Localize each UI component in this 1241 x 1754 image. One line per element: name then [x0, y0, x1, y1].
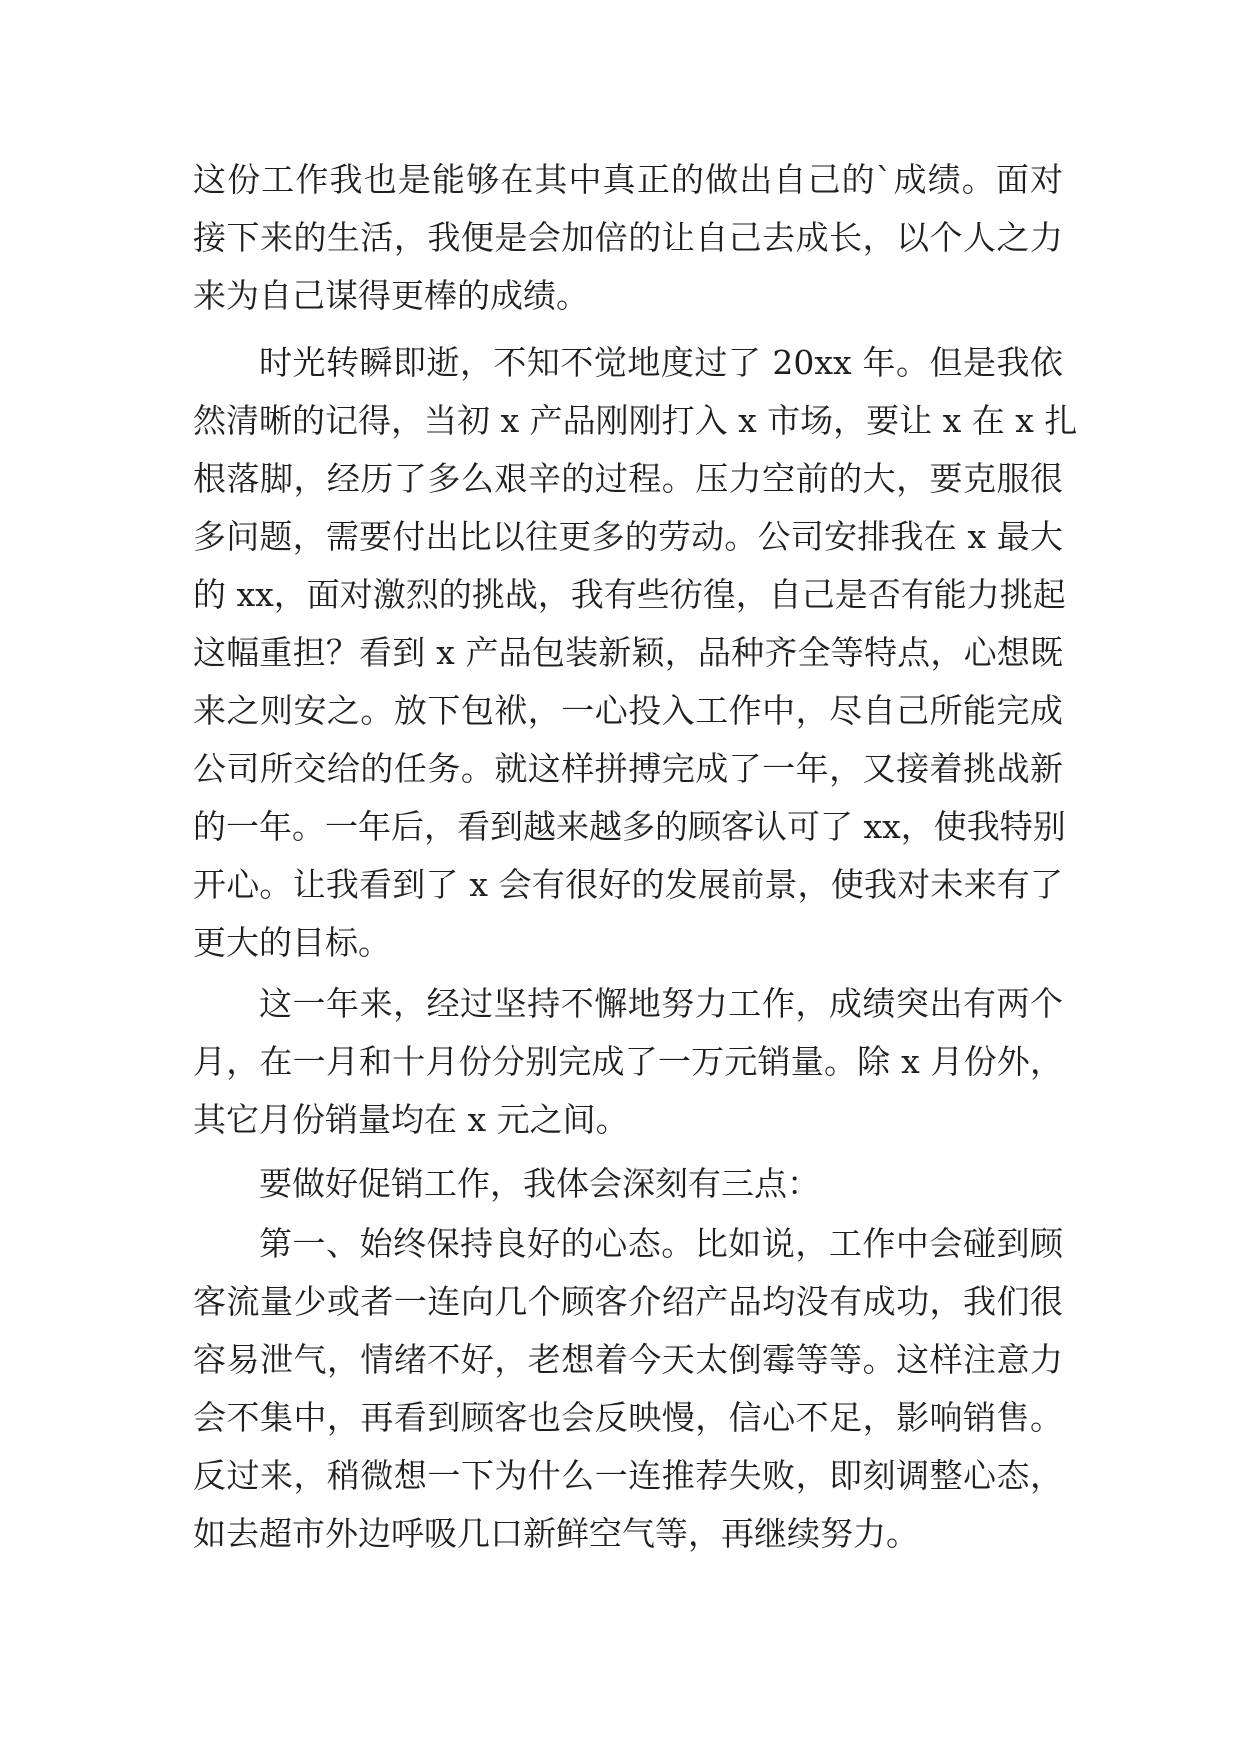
text-line: 来之则安之。放下包袱，一心投入工作中，尽自己所能完成 [193, 691, 1063, 730]
text-line: 多问题，需要付出比以往更多的劳动。公司安排我在 x 最大 [193, 517, 1063, 556]
paragraph-first-line: 这一年来，经过坚持不懈地努力工作，成绩突出有两个 [259, 984, 1063, 1023]
text-line: 这幅重担？看到 x 产品包装新颖，品种齐全等特点，心想既 [193, 633, 1063, 672]
text-line: 根落脚，经历了多么艰辛的过程。压力空前的大，要克服很 [193, 459, 1063, 498]
text-line: 会不集中，再看到顾客也会反映慢，信心不足，影响销售。 [193, 1398, 1063, 1437]
paragraph-first-line: 要做好促销工作，我体会深刻有三点： [259, 1164, 820, 1203]
paragraph-first-line: 时光转瞬即逝，不知不觉地度过了 20xx 年。但是我依 [259, 343, 1063, 382]
text-line: 月，在一月和十月份分别完成了一万元销量。除 x 月份外， [193, 1042, 1063, 1081]
text-line: 接下来的生活，我便是会加倍的让自己去成长，以个人之力 [193, 218, 1063, 257]
paragraph-first-line: 第一、始终保持良好的心态。比如说，工作中会碰到顾 [259, 1224, 1063, 1263]
text-line: 开心。让我看到了 x 会有很好的发展前景，使我对未来有了 [193, 865, 1063, 904]
text-line: 更大的目标。 [193, 923, 391, 962]
text-line: 其它月份销量均在 x 元之间。 [193, 1100, 629, 1139]
text-line: 这份工作我也是能够在其中真正的做出自己的`成绩。面对 [193, 160, 1063, 199]
text-line: 然清晰的记得，当初 x 产品刚刚打入 x 市场，要让 x 在 x 扎 [193, 401, 1078, 440]
text-line: 来为自己谋得更棒的成绩。 [193, 276, 589, 315]
text-line: 容易泄气，情绪不好，老想着今天太倒霉等等。这样注意力 [193, 1340, 1063, 1379]
text-line: 客流量少或者一连向几个顾客介绍产品均没有成功，我们很 [193, 1282, 1063, 1321]
text-line: 反过来，稍微想一下为什么一连推荐失败，即刻调整心态， [193, 1456, 1063, 1495]
text-line: 的 xx，面对激烈的挑战，我有些彷徨，自己是否有能力挑起 [193, 575, 1066, 614]
text-line: 的一年。一年后，看到越来越多的顾客认可了 xx，使我特别 [193, 807, 1066, 846]
text-line: 如去超市外边呼吸几口新鲜空气等，再继续努力。 [193, 1514, 919, 1553]
text-line: 公司所交给的任务。就这样拼搏完成了一年，又接着挑战新 [193, 749, 1063, 788]
